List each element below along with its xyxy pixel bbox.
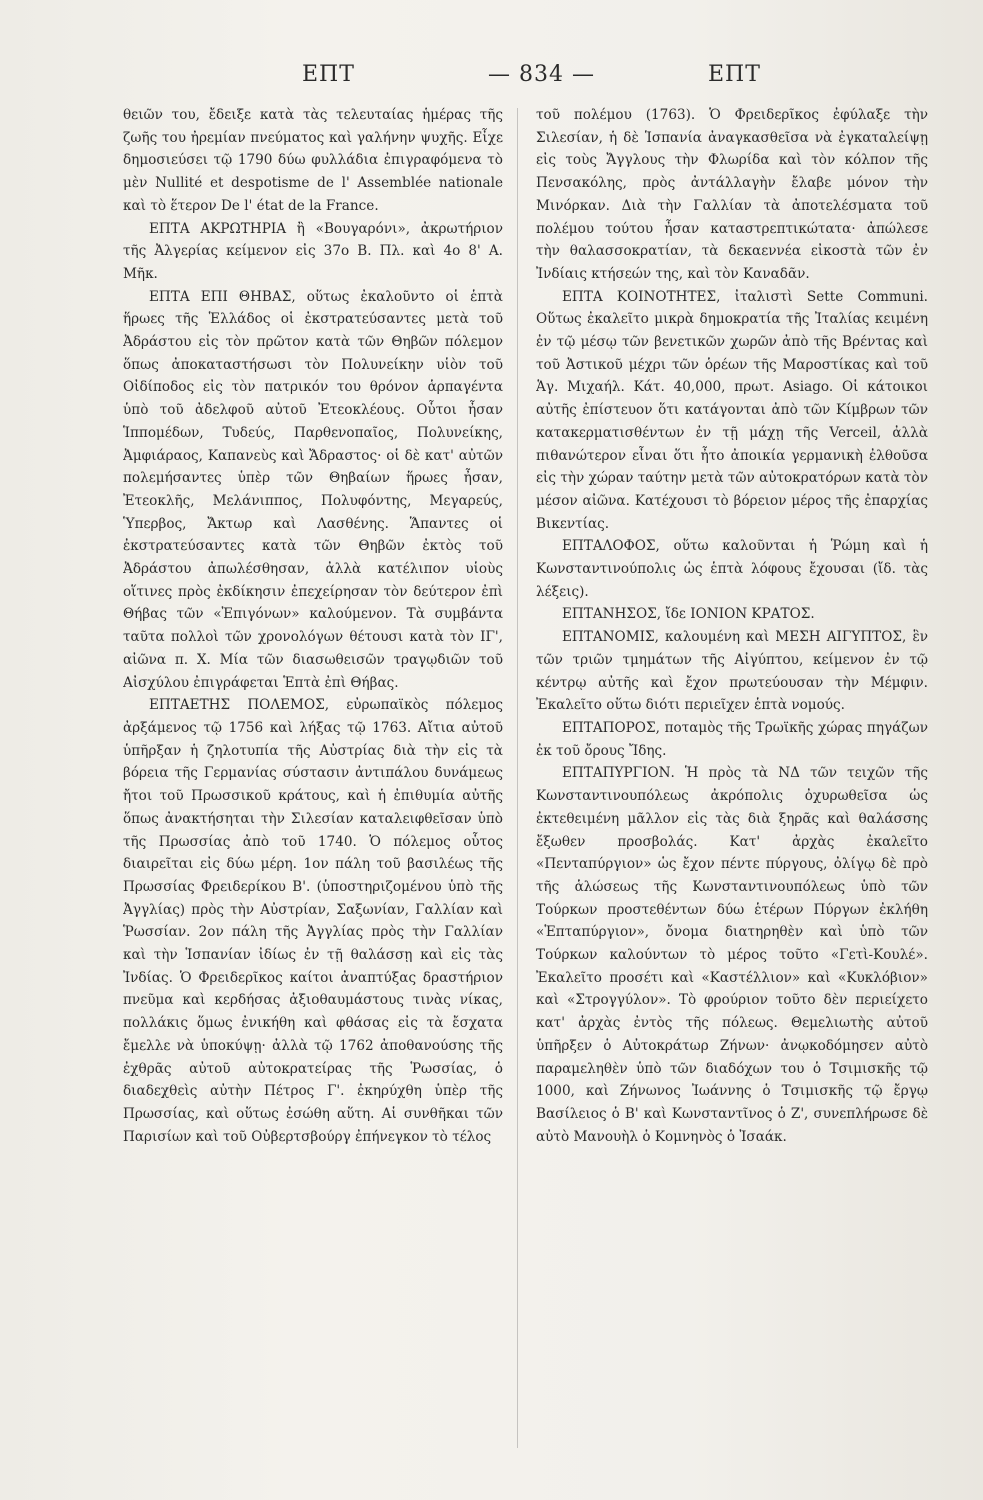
right-paragraph-continuation: τοῦ πολέμου (1763). Ὁ Φρειδερῖκος ἐφύλαξε τὴν Σιλεσίαν, ἡ δὲ Ἱσπανία ἀναγκασθεῖσα νὰ ἐγκαταλείψῃ εἰς τοὺς Ἄγγλους τὴν Φλωρίδα καὶ τὸν κόλπον τῆς Πενσακόλης, πρὸς ἀντάλλαγὴν ἔλαβε μόνον τὴν Μινόρκαν. Διὰ τὴν Γαλλίαν τὰ ἀποτελέσματα τοῦ πολέμου τούτου ἦσαν καταστρεπτικώτατα· ἀπώλεσε τὴν θαλασσοκρατίαν, τὰ δεκαεννέα εἰκοστὰ τῶν ἐν Ἰνδίαις κτήσεών της, καὶ τὸν Καναδᾶν. xyxy=(536,107,928,282)
right-column xyxy=(536,104,928,1464)
entry-epta-epi-thivas: ΕΠΤΑ ΕΠΙ ΘΗΒΑΣ, οὕτως ἐκαλοῦντο οἱ ἑπτὰ ἥρωες τῆς Ἑλλάδος οἱ ἐκστρατεύσαντες μετὰ τοῦ Ἀδράστου εἰς τὸν πρῶτον κατὰ τῶν Θηβῶν πόλεμον ὅπως ἀποκαταστήσωσι τὸν Πολυνείκην υἱὸν τοῦ Οἰδίποδος εἰς τὸν πατρικόν του θρόνον ἁρπαγέντα ὑπὸ τοῦ ἀδελφοῦ αὐτοῦ Ἐτεοκλέους. Οὗτοι ἦσαν Ἱππομέδων, Τυδεύς, Παρθενοπαῖος, Πολυνείκης, Ἀμφιάραος, Καπανεὺς καὶ Ἄδραστος· οἱ δὲ κατ' αὐτῶν πολεμήσαντες ὑπὲρ τῶν Θηβαίων ἥρωες ἦσαν, Ἐτεοκλῆς, Μελάνιππος, Πολυφόντης, Μεγαρεύς, Ὑπερβος, Ἄκτωρ καὶ Λασθένης. Ἅπαντες οἱ ἐκστρατεύσαντες κατὰ τῶν Θηβῶν ἐκτὸς τοῦ Ἀδράστου ἀπωλέσθησαν, ἀλλὰ κατέλιπον υἱοὺς οἵτινες πρὸς ἐκδίκησιν ἐπεχείρησαν τὸν δεύτερον ἐπὶ Θήβας τῶν «Ἐπιγόνων» καλούμενον. Τὰ συμβάντα ταῦτα πολλοὶ τῶν χρονολόγων θέτουσι κατὰ τὸν ΙΓ', αἰῶνα π. Χ. Μία τῶν διασωθεισῶν τραγῳδιῶν τοῦ Αἰσχύλου ἐπιγράφεται Ἑπτὰ ἐπὶ Θήβας. xyxy=(123,288,503,691)
left-column xyxy=(123,104,503,1464)
header-left-keyword: ΕΠΤ xyxy=(302,62,355,87)
header-right-keyword: ΕΠΤ xyxy=(708,62,761,87)
entry-eptapyrgion: ΕΠΤΑΠΥΡΓΙΟΝ. Ἡ πρὸς τὰ ΝΔ τῶν τειχῶν τῆς Κωνσταντινουπόλεως ἀκρόπολις ὀχυρωθεῖσα ὡς ἐκτεθειμένη μᾶλλον εἰς τὰς διὰ ξηρᾶς καὶ θαλάσσης ἔξωθεν προσβολάς. Κατ' ἀρχὰς ἐκαλεῖτο «Πενταπύργιον» ὡς ἔχον πέντε πύργους, ὀλίγῳ δὲ πρὸ τῆς ἁλώσεως τῆς Κωνσταντινουπόλεως ὑπὸ τῶν Τούρκων προστεθέντων δύω ἑτέρων Πύργων ἐκλήθη «Ἑπταπύργιον», ὄνομα διατηρηθὲν καὶ ὑπὸ τῶν Τούρκων καλούντων τὸ μέρος τοῦτο «Γετὶ-Κουλέ». Ἐκαλεῖτο προσέτι καὶ «Καστέλλιον» καὶ «Κυκλόβιον» καὶ «Στρογγύλον». Τὸ φρούριον τοῦτο δὲν περιείχετο κατ' ἀρχὰς ἐντὸς τῆς πόλεως. Θεμελιωτὴς αὐτοῦ ὑπῆρξεν ὁ Αὐτοκράτωρ Ζήνων· ἀνῳκοδόμησεν αὐτὸ παραμεληθὲν ὑπὸ τῶν διαδόχων του ὁ Τσιμισκῆς τῷ 1000, καὶ Ζήνωνος Ἰωάννης ὁ Τσιμισκῆς τῷ ἔργῳ Βασίλειος ὁ Β' καὶ Κωνσταντῖνος ὁ Ζ', συνεπλήρωσε δὲ αὐτὸ Μανουὴλ ὁ Κομνηνὸς ὁ Ἰσαάκ. xyxy=(536,765,928,1145)
left-paragraph-continuation: θειῶν του, ἔδειξε κατὰ τὰς τελευταίας ἡμέρας τῆς ζωῆς του ἠρεμίαν πνεύματος καὶ γαλήνην ψυχῆς. Εἶχε δημοσιεύσει τῷ 1790 δύω φυλλάδια ἐπιγραφόμενα τὸ μὲν Nullité et despotisme de l' Assemblée nationale καὶ τὸ ἕτερον De l' état de la France. xyxy=(123,107,503,214)
column-divider xyxy=(517,108,518,1448)
entry-eptaporos: ΕΠΤΑΠΟΡΟΣ, ποταμὸς τῆς Τρωϊκῆς χώρας πηγάζων ἐκ τοῦ ὄρους Ἴδης. xyxy=(536,719,928,759)
running-head xyxy=(0,62,983,96)
entry-eptaetis-polemos: ΕΠΤΑΕΤΗΣ ΠΟΛΕΜΟΣ, εὐρωπαϊκὸς πόλεμος ἀρξάμενος τῷ 1756 καὶ λήξας τῷ 1763. Αἴτια αὐτοῦ ὑπῆρξαν ἡ ζηλοτυπία τῆς Αὐστρίας διὰ τὴν εἰς τὰ βόρεια τῆς Γερμανίας σύστασιν ἀντιπάλου δυνάμεως ἤτοι τοῦ Πρωσσικοῦ κράτους, καὶ ἡ ἐπιθυμία αὐτῆς ὅπως ἀνακτήσηται τὴν Σιλεσίαν καταλειφθεῖσαν ὑπὸ τῆς Πρωσσίας ἀπὸ τοῦ 1740. Ὁ πόλεμος οὗτος διαιρεῖται εἰς δύω μέρη. 1ον πάλη τοῦ βασιλέως τῆς Πρωσσίας Φρειδερίκου Β'. (ὑποστηριζομένου ὑπὸ τῆς Ἀγγλίας) πρὸς τὴν Αὐστρίαν, Σαξωνίαν, Γαλλίαν καὶ Ῥωσσίαν. 2ον πάλη τῆς Ἀγγλίας πρὸς τὴν Γαλλίαν καὶ τὴν Ἱσπανίαν ἰδίως ἐν τῇ θαλάσσῃ καὶ εἰς τὰς Ἰνδίας. Ὁ Φρειδερῖκος καίτοι ἀναπτύξας δραστήριον πνεῦμα καὶ κερδήσας ἀξιοθαυμάστους τινὰς νίκας, πολλάκις ὅμως ἐνικήθη καὶ φθάσας εἰς τὰ ἔσχατα ἔμελλε νὰ ὑποκύψῃ· ἀλλὰ τῷ 1762 ἀποθανούσης τῆς ἐχθρᾶς αὐτοῦ αὐτοκρατείρας τῆς Ῥωσσίας, ὁ διαδεχθεὶς αὐτὴν Πέτρος Γ'. ἐκηρύχθη ὑπὲρ τῆς Πρωσσίας, καὶ οὕτως ἐσώθη αὕτη. Αἱ συνθῆκαι τῶν Παρισίων καὶ τοῦ Οὐβερτσβούργ ἐπήνεγκον τὸ τέλος xyxy=(123,697,503,1145)
entry-epta-akrotiria: ΕΠΤΑ ΑΚΡΩΤΗΡΙΑ ἢ «Βουγαρόνι», ἀκρωτήριον τῆς Ἀλγερίας κείμενον εἰς 37ο Β. Πλ. καὶ 4ο 8' Α. Μῆκ. xyxy=(123,220,503,282)
entry-eptanomis: ΕΠΤΑΝΟΜΙΣ, καλουμένη καὶ ΜΕΣΗ ΑΙΓΥΠΤΟΣ, ἓν τῶν τριῶν τμημάτων τῆς Αἰγύπτου, κείμενον ἐν τῷ κέντρῳ αὐτῆς καὶ ἔχον πρωτεύουσαν τὴν Μέμφιν. Ἐκαλεῖτο οὕτω διότι περιεῖχεν ἑπτὰ νομούς. xyxy=(536,629,928,714)
page-number: — 834 — xyxy=(488,62,595,87)
entry-eptalofos: ΕΠΤΑΛΟΦΟΣ, οὕτω καλοῦνται ἡ Ῥώμη καὶ ἡ Κωνσταντινούπολις ὡς ἑπτὰ λόφους ἔχουσαι (ἴδ. τὰς λέξεις). xyxy=(536,538,928,600)
entry-eptanisos: ΕΠΤΑΝΗΣΟΣ, ἴδε ΙΟΝΙΟΝ ΚΡΑΤΟΣ. xyxy=(562,606,815,623)
entry-epta-koinotites: ΕΠΤΑ ΚΟΙΝΟΤΗΤΕΣ, ἰταλιστὶ Sette Communi. Οὕτως ἐκαλεῖτο μικρὰ δημοκρατία τῆς Ἰταλίας κειμένη ἐν τῷ μέσῳ τῶν βενετικῶν χωρῶν ἀπὸ τῆς Βρέντας καὶ τοῦ Ἀστικοῦ μέχρι τῶν ὁρέων τῆς Μαροστίκας καὶ τοῦ Ἁγ. Μιχαήλ. Κάτ. 40,000, πρωτ. Asiago. Οἱ κάτοικοι αὐτῆς ἐπίστευον ὅτι κατάγονται ἀπὸ τῶν Κίμβρων τῶν κατακερματισθέντων ἐν τῇ μάχῃ τῆς Verceil, ἀλλὰ πιθανώτερον εἶναι ὅτι ἦτο ἀποικία γερμανικὴ ἐλθοῦσα εἰς τὴν χώραν ταύτην μετὰ τῶν αὐτοκρατόρων κατὰ τὸν μέσον αἰῶνα. Κατέχουσι τὸ βόρειον μέρος τῆς ἐπαρχίας Βικεντίας. xyxy=(536,288,928,532)
